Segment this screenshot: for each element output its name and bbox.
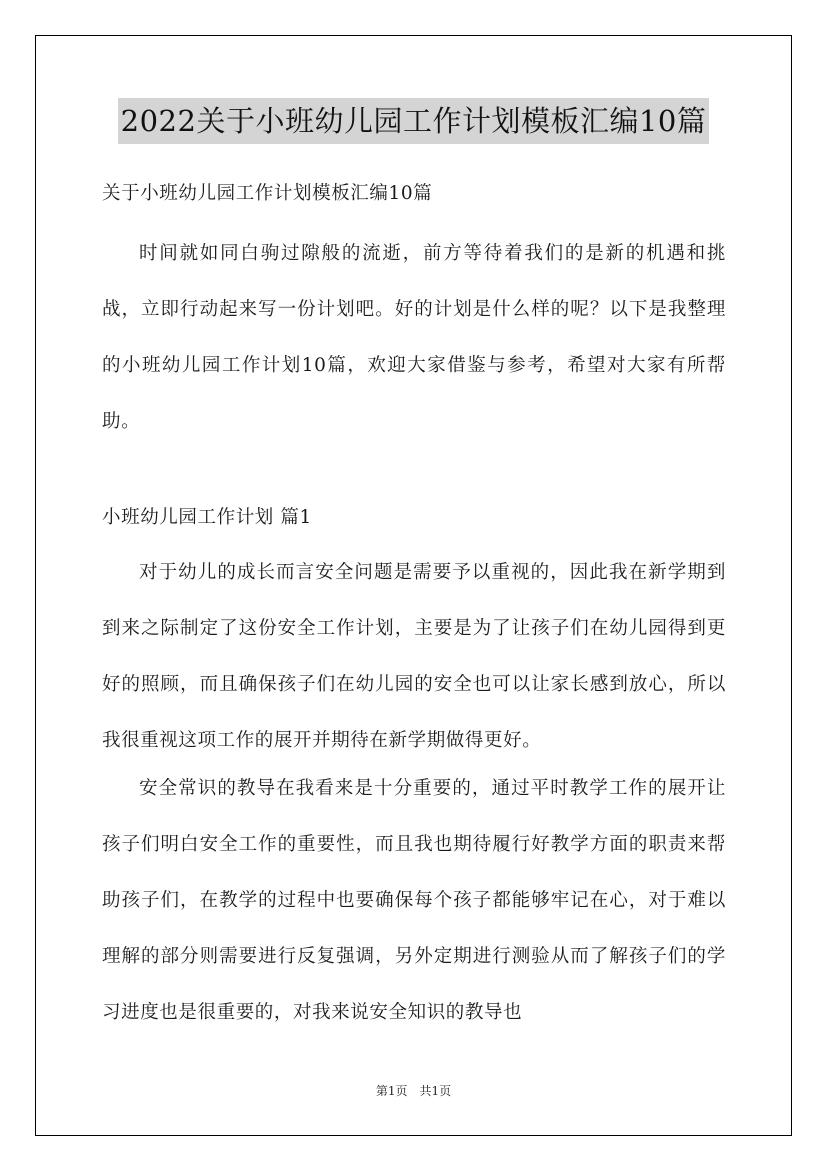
document-subtitle: 关于小班幼儿园工作计划模板汇编10篇	[102, 183, 433, 204]
section-paragraph-1: 对于幼儿的成长而言安全问题是需要予以重视的，因此我在新学期到到来之际制定了这份安全工作计划，主要是为了让孩子们在幼儿园得到更好的照顾，而且确保孩子们在幼儿园的安全也可以让家长感到放心，所以我很重视这项工作的展开并期待在新学期做得更好。	[102, 562, 726, 751]
document-title: 2022关于小班幼儿园工作计划模板汇编10篇	[118, 98, 710, 144]
page-total: 共1页	[419, 1084, 452, 1098]
page-footer	[0, 1083, 827, 1099]
section-paragraph-2: 安全常识的教导在我看来是十分重要的，通过平时教学工作的展开让孩子们明白安全工作的重要性，而且我也期待履行好教学方面的职责来帮助孩子们，在教学的过程中也要确保每个孩子都能够牢记在心，对于难以理解的部分则需要进行反复强调，另外定期进行测验从而了解孩子们的学习进度也是很重要的，对我来说安全知识的教导也	[102, 778, 726, 1023]
section-heading: 小班幼儿园工作计划 篇1	[102, 507, 312, 528]
title-container	[0, 98, 827, 144]
intro-paragraph: 时间就如同白驹过隙般的流逝，前方等待着我们的是新的机遇和挑战，立即行动起来写一份计划吧。好的计划是什么样的呢？以下是我整理的小班幼儿园工作计划10篇，欢迎大家借鉴与参考，希望对大家有所帮助。	[102, 243, 726, 432]
page-number: 第1页	[375, 1084, 408, 1098]
